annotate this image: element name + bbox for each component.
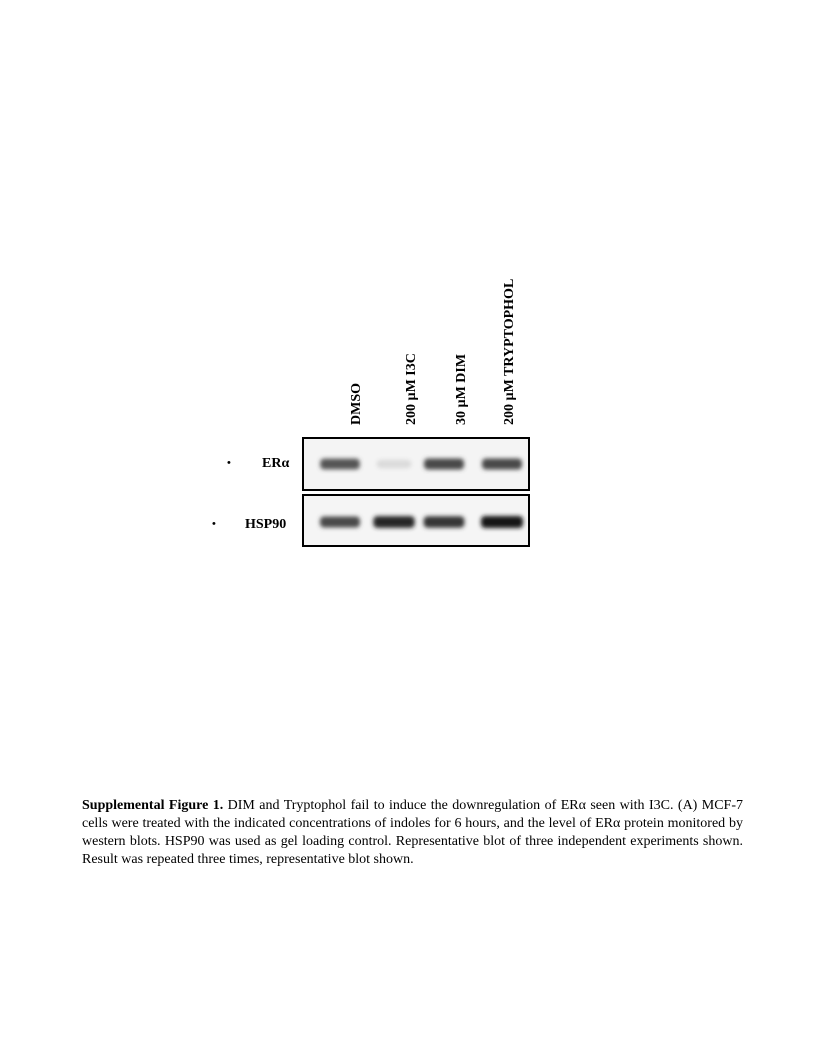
caption-body: DIM and Tryptophol fail to induce the downregulation of ERα seen with I3C. (A) MCF-7 cells were treated with the indicated concentrations of indoles for 6 hours, and the level of ERα protein monitored by western blots. HSP90 was used as gel loading control. Representative blot of three independent experiments shown. Result was repeated three times, representative blot shown.	[82, 798, 743, 867]
hsp90-band-i3c	[373, 516, 414, 528]
caption-heading: Supplemental Figure 1.	[82, 798, 224, 813]
hsp90-band-tryptophol	[481, 516, 523, 528]
era-row-label: ERα	[262, 456, 290, 471]
hsp90-band-dim	[424, 516, 465, 527]
hsp90-band-dmso	[320, 517, 360, 528]
era-band-dmso	[320, 459, 360, 470]
era-band-i3c	[377, 460, 412, 468]
lane-label-text: DMSO	[349, 383, 364, 425]
era-band-dim	[424, 459, 464, 470]
hsp90-blot-image	[304, 496, 528, 545]
lane-label-text: 30 µM DIM	[454, 353, 469, 425]
figure-caption	[82, 797, 743, 869]
hsp90-bullet: •	[212, 518, 216, 530]
hsp90-row-label: HSP90	[245, 517, 287, 532]
hsp90-blot-panel	[302, 494, 530, 547]
era-bullet: •	[227, 457, 231, 469]
era-band-tryptophol	[482, 459, 522, 470]
era-blot-image	[304, 439, 528, 489]
era-blot-panel	[302, 437, 530, 491]
lane-label-text: 200 µM I3C	[404, 353, 419, 425]
lane-label-text: 200 µM TRYPTOPHOL	[502, 278, 517, 425]
